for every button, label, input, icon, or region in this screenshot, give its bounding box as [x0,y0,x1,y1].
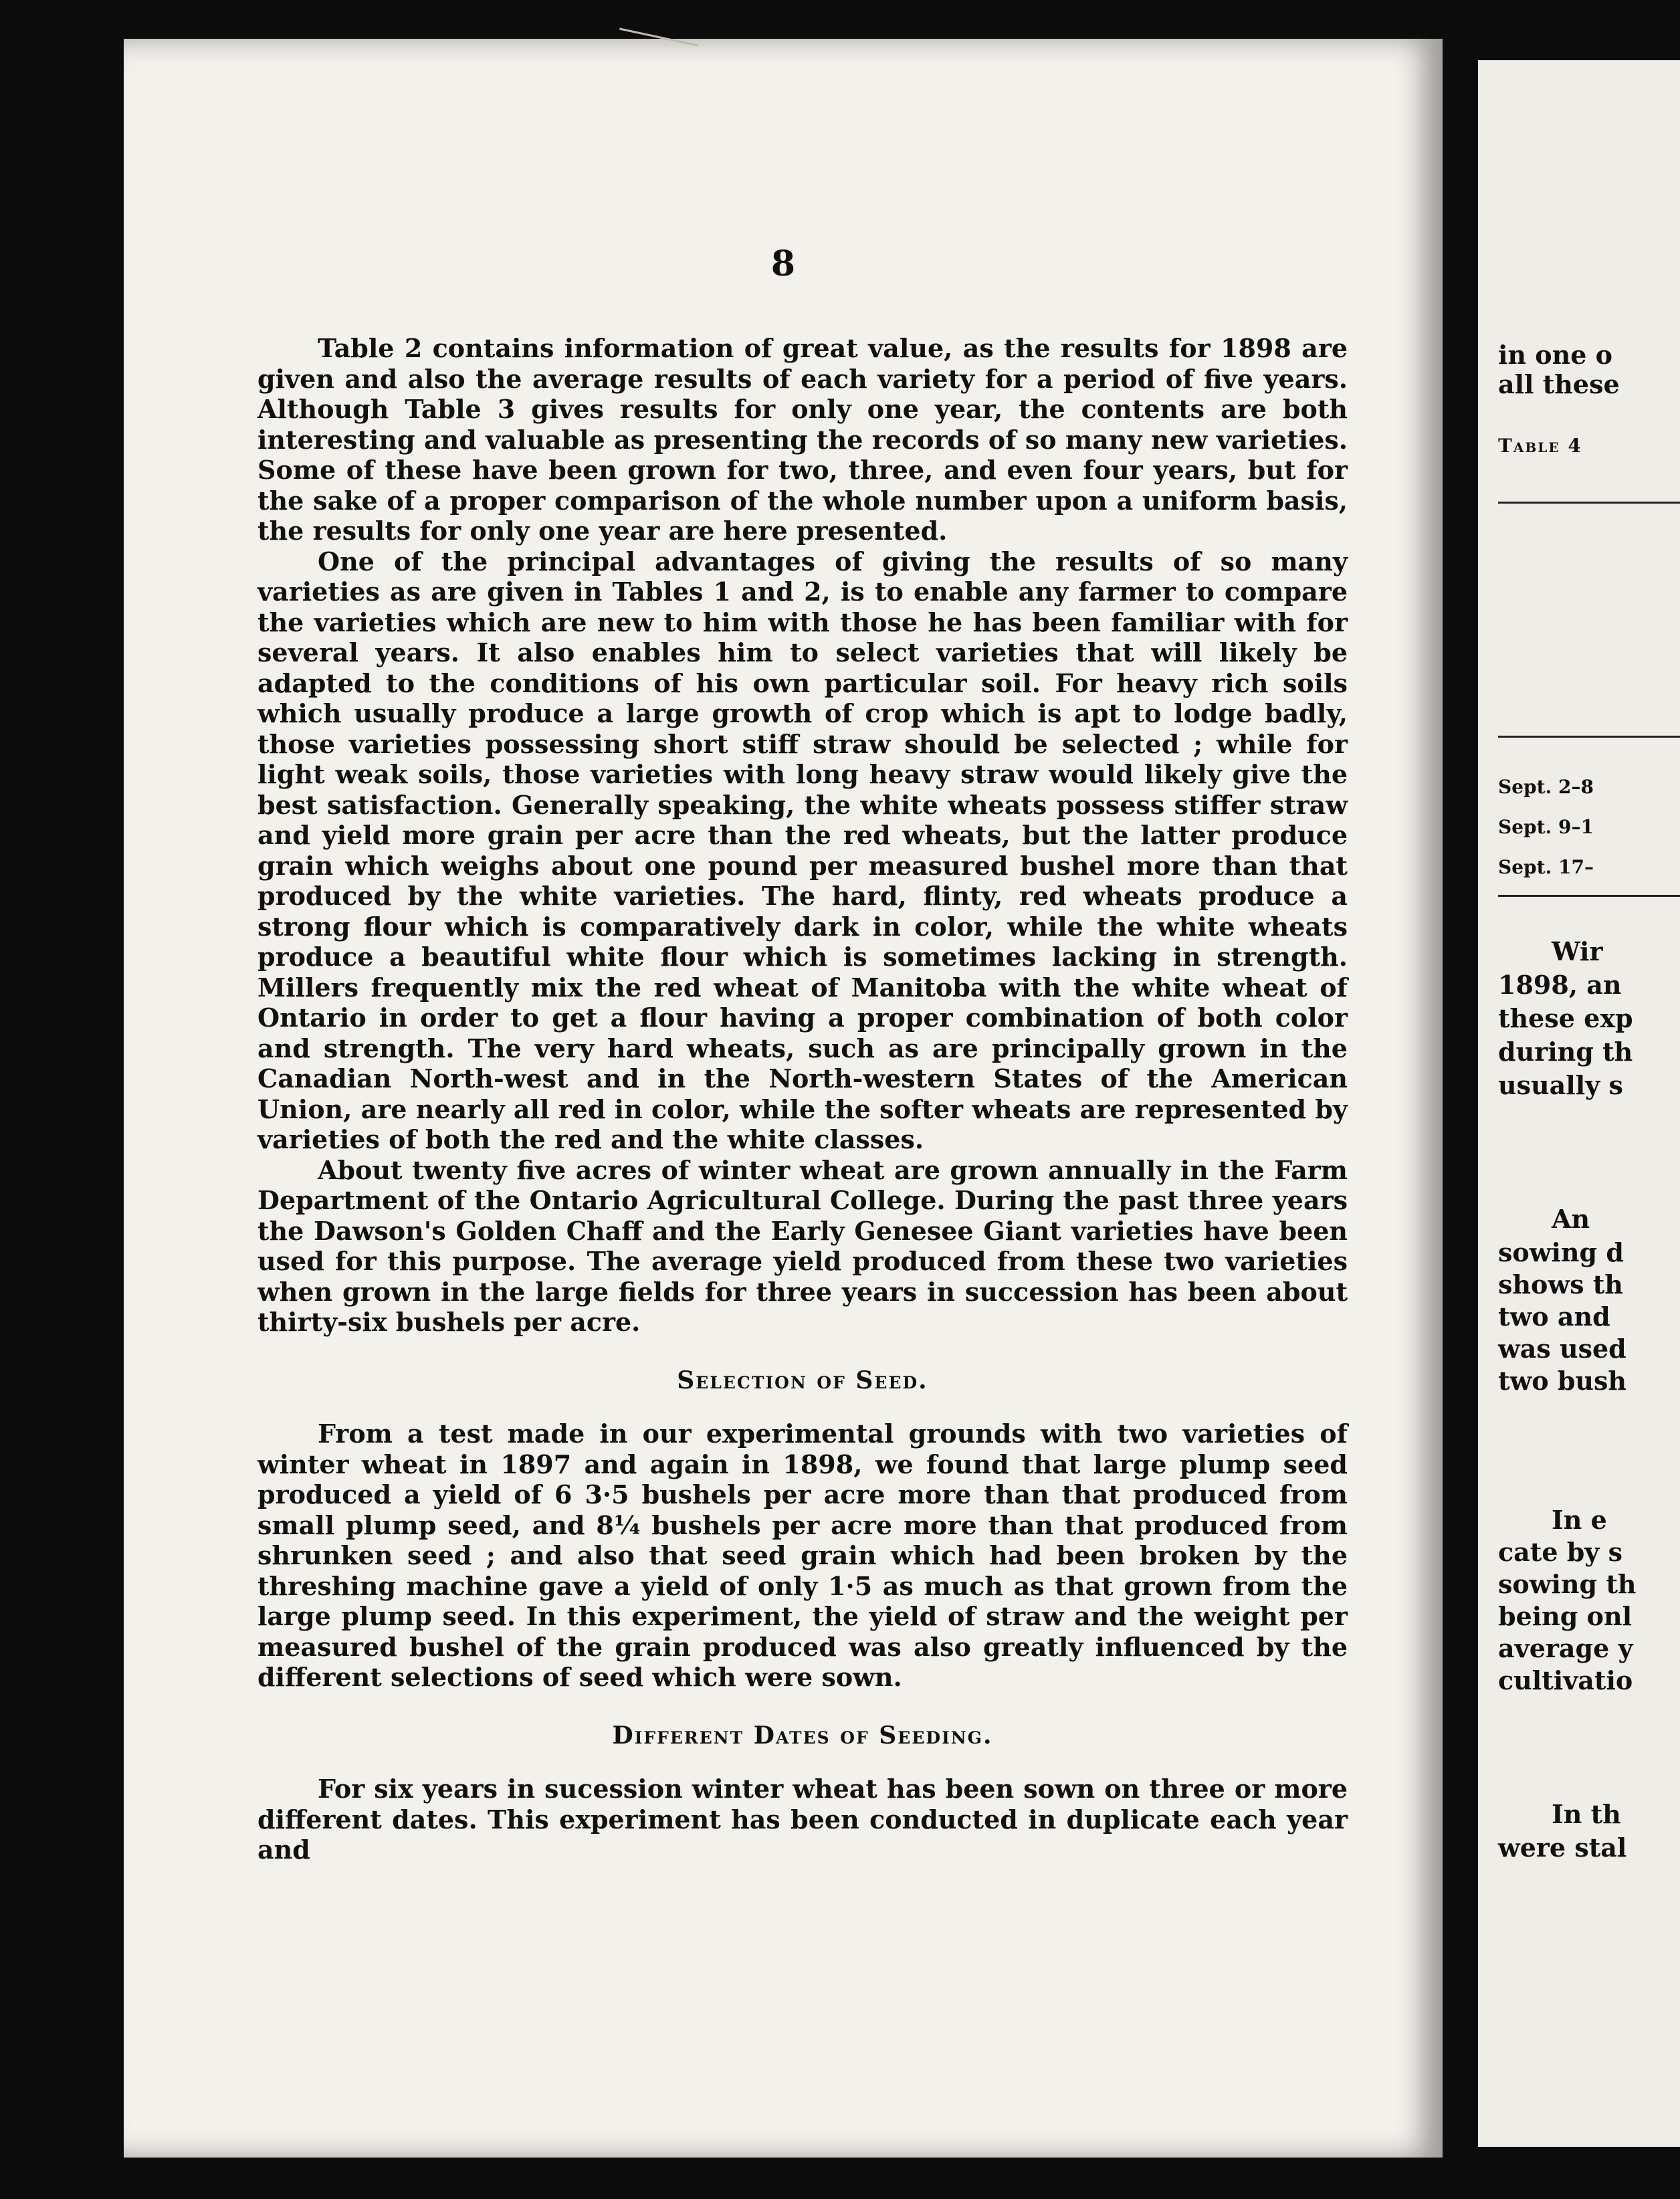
paragraph-seed-test: From a test made in our experimental grounds with two varieties of winter wheat in 1897 and again in 1898, we found that large plump seed produced a yield of 6 3·5 bushels per acre more than that produced from small plump seed, and 8¼ bushels per acre more than that produced from shrunken seed ; and also that seed grain which had been broken by the threshing machine gave a yield of only 1·5 as much as that grown from the large plump seed. In this experiment, the yield of straw and the weight per measured bushel of the grain produced was also greatly influenced by the different selections of seed which were sown. [257,1419,1348,1692]
right-text-line: cate by s [1498,1537,1622,1567]
right-text-line: two and [1498,1301,1610,1332]
right-text-line: all these [1498,369,1620,399]
right-table-label: Table 4 [1498,435,1582,457]
right-text-line: In e [1552,1505,1607,1535]
right-text-line: sowing d [1498,1237,1624,1267]
table-rule [1498,502,1680,504]
body-text [257,333,1348,1865]
right-page [1478,60,1680,2147]
paragraph-farm-department: About twenty five acres of winter wheat are grown annually in the Farm Department of the Ontario Agricultural College. During the past three years the Dawson's Golden Chaff and the Early Genesee Giant varieties have been used for this purpose. The average yield produced from these two varieties when grown in the large fields for three years in succession has been about thirty-six bushels per acre. [257,1154,1348,1337]
right-text-line: 1898, an [1498,970,1622,1000]
heading-dates-of-seeding: Different Dates of Seeding. [612,1721,993,1750]
right-text-line: Wir [1552,936,1603,966]
right-text-line: sowing th [1498,1569,1637,1599]
paragraph-table-2: Table 2 contains information of great value, as the results for 1898 are given and also the average results of each variety for a period of five years. Although Table 3 gives results for only one year, the contents are both interesting and valuable as presenting the records of so many new varieties. Some of these have been grown for two, three, and even four years, but for the sake of a proper comparison of the whole number upon a uniform basis, the results for only one year are here presented. [257,333,1348,546]
right-text-line: in one o [1498,340,1613,370]
table-rule [1498,895,1680,897]
paragraph-six-years: For six years in sucession winter wheat has been sown on three or more different dates. This experiment has been conducted in duplicate each year and [257,1774,1348,1865]
right-text-line: was used [1498,1334,1626,1364]
table-rule [1498,736,1680,738]
table-row: Sept. 17– [1498,856,1594,878]
right-text-line: average y [1498,1633,1633,1663]
right-text-line: being onl [1498,1601,1633,1631]
paragraph-advantages: One of the principal advantages of giving the results of so many varieties as are given in Tables 1 and 2, is to enable any farmer to compare the varieties which are new to him with those he has been familiar with for several years. It also enables him to select varieties that will likely be adapted to the conditions of his own particular soil. For heavy rich soils which usually produce a large growth of crop which is apt to lodge badly, those varieties possessing short stiff straw should be selected ; while for light weak soils, those varieties with long heavy straw would likely give the best satisfaction. Generally speaking, the white wheats possess stiffer straw and yield more grain per acre than the red wheats, but the latter produce grain which weighs about one pound per measured bushel more than that produced by the white varieties. The hard, flinty, red wheats produce a strong flour which is comparatively dark in color, while the white wheats produce a beautiful white flour which is sometimes lacking in strength. Millers frequently mix the red wheat of Manitoba with the white wheat of Ontario in order to get a flour having a proper combination of both color and strength. The very hard wheats, such as are principally grown in the Canadian North-west and in the North-western States of the American Union, are nearly all red in color, while the softer wheats are represented by varieties of both the red and the white classes. [257,546,1348,1154]
scan-mark [619,28,698,47]
right-text-line: two bush [1498,1366,1627,1396]
right-text-line: cultivatio [1498,1665,1633,1695]
heading-selection-of-seed: Selection of Seed. [677,1366,928,1394]
right-text-line: were stal [1498,1832,1627,1863]
page-number: 8 [770,243,796,284]
right-text-line: An [1552,1204,1590,1234]
right-text-line: In th [1552,1799,1621,1829]
right-text-line: usually s [1498,1070,1623,1100]
left-page [124,39,1443,2158]
table-row: Sept. 2–8 [1498,776,1594,798]
right-text-line: shows th [1498,1269,1623,1299]
table-row: Sept. 9–1 [1498,816,1594,838]
right-text-line: during th [1498,1037,1633,1067]
right-text-line: these exp [1498,1003,1633,1033]
